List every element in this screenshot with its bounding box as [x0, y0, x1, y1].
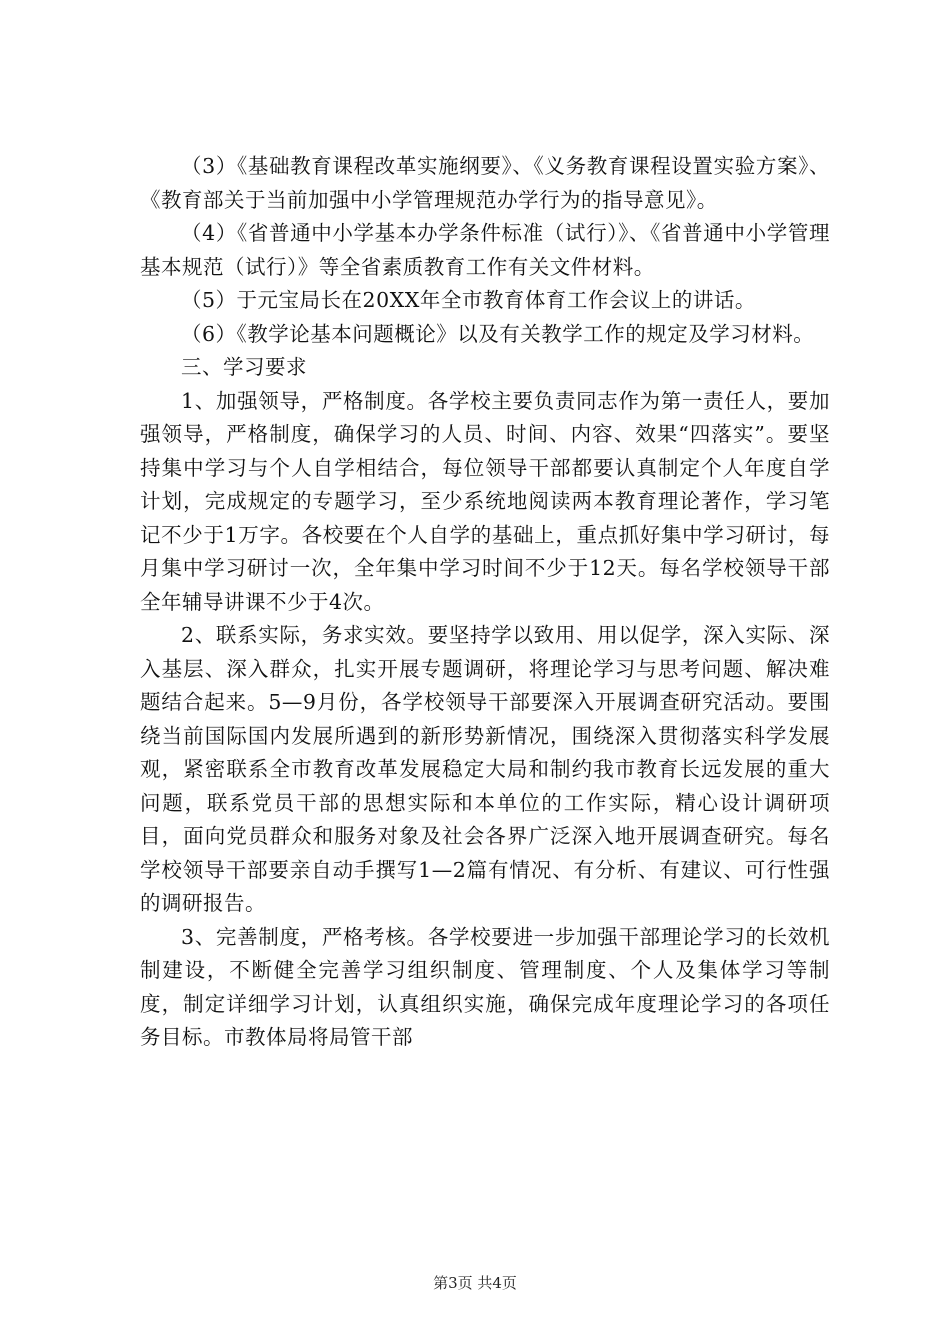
paragraph-item-6: （6）《教学论基本问题概论》以及有关教学工作的规定及学习材料。 — [181, 321, 815, 346]
paragraph-requirement-2: 2、联系实际，务求实效。要坚持学以致用、用以促学，深入实际、深入基层、深入群众，扎实开展专题调研，将理论学习与思考问题、解决难题结合起来。5—9月份，各学校领导干部要深入开展调查研究活动。要围绕当前国际国内发展所遇到的新形势新情况，围绕深入贯彻落实科学发展观，紧密联系全市教育改革发展稳定大局和制约我市教育长远发展的重大问题，联系党员干部的思想实际和本单位的工作实际，精心设计调研项目，面向党员群众和服务对象及社会各界广泛深入地开展调查研究。每名学校领导干部要亲自动手撰写1—2篇有情况、有分析、有建议、可行性强的调研报告。 — [140, 623, 830, 915]
paragraph-item-4: （4）《省普通中小学基本办学条件标准（试行）》、《省普通中小学管理基本规范（试行）》等全省素质教育工作有关文件材料。 — [140, 221, 830, 279]
document-body — [140, 150, 830, 1055]
paragraph-requirement-3: 3、完善制度，严格考核。各学校要进一步加强干部理论学习的长效机制建设，不断健全完善学习组织制度、管理制度、个人及集体学习等制度，制定详细学习计划，认真组织实施，确保完成年度理论学习的各项任务目标。市教体局将局管干部 — [140, 924, 830, 1049]
section-heading: 三、学习要求 — [181, 355, 307, 379]
paragraph-item-5: （5）于元宝局长在20XX年全市教育体育工作会议上的讲话。 — [181, 288, 756, 312]
paragraph-requirement-1: 1、加强领导，严格制度。各学校主要负责同志作为第一责任人，要加强领导，严格制度，确保学习的人员、时间、内容、效果“四落实”。要坚持集中学习与个人自学相结合，每位领导干部都要认真制定个人年度自学计划，完成规定的专题学习，至少系统地阅读两本教育理论著作，学习笔记不少于1万字。各校要在个人自学的基础上，重点抓好集中学习研讨，每月集中学习研讨一次，全年集中学习时间不少于12天。每名学校领导干部全年辅导讲课不少于4次。 — [140, 388, 830, 614]
paragraph-item-3: （3）《基础教育课程改革实施纲要》、《义务教育课程设置实验方案》、《教育部关于当前加强中小学管理规范办学行为的指导意见》。 — [140, 154, 830, 212]
page-footer: 第3页 共4页 — [433, 1274, 517, 1292]
